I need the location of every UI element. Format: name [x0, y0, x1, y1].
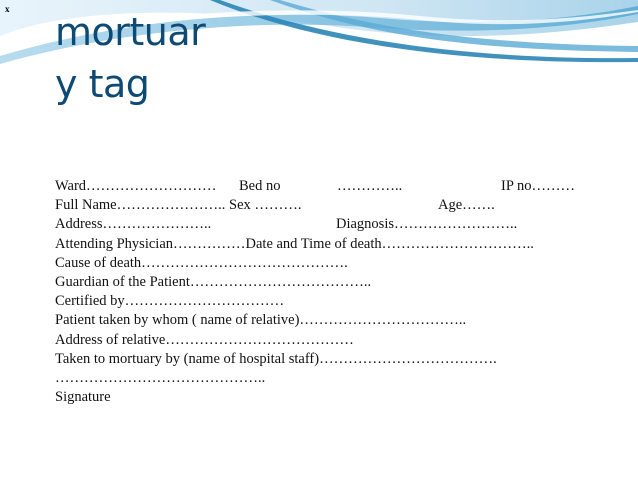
signature-dots-line: …………………………………….. — [55, 369, 266, 386]
age-field: Age……. — [438, 197, 495, 214]
guardian-line: Guardian of the Patient……………………………….. — [55, 273, 372, 290]
form-row-ward — [55, 177, 615, 196]
tag-form — [55, 177, 615, 407]
attending-physician-line: Attending Physician……………Date and Time of death………………………….. — [55, 235, 534, 252]
bed-no-field: ………….. — [337, 178, 403, 194]
form-row-address — [55, 215, 615, 234]
full-name-field: Full Name………………….. — [55, 197, 226, 214]
patient-taken-by-line: Patient taken by whom ( name of relative)…………………………….. — [55, 312, 467, 329]
address-field: Address………………….. — [55, 216, 212, 233]
form-row-name — [55, 196, 615, 215]
diagnosis-field: Diagnosis…………………….. — [336, 216, 518, 233]
ip-no-field: IP no……… — [501, 178, 575, 194]
corner-marker: x — [5, 4, 10, 14]
address-of-relative-line: Address of relative………………………………… — [55, 331, 354, 348]
slide-title — [55, 6, 205, 110]
bed-no-label: Bed no — [239, 178, 281, 194]
signature-label: Signature — [55, 389, 111, 406]
ward-field: Ward……………………… — [55, 178, 217, 194]
cause-of-death-line: Cause of death……………………………………. — [55, 254, 348, 271]
sex-field: Sex ………. — [229, 197, 302, 214]
title-line-2: y tag — [55, 62, 150, 106]
title-line-1: mortuar — [55, 10, 206, 54]
taken-to-mortuary-line: Taken to mortuary by (name of hospital staff)………………………………. — [55, 350, 497, 367]
certified-by-line: Certified by…………………………… — [55, 293, 285, 310]
